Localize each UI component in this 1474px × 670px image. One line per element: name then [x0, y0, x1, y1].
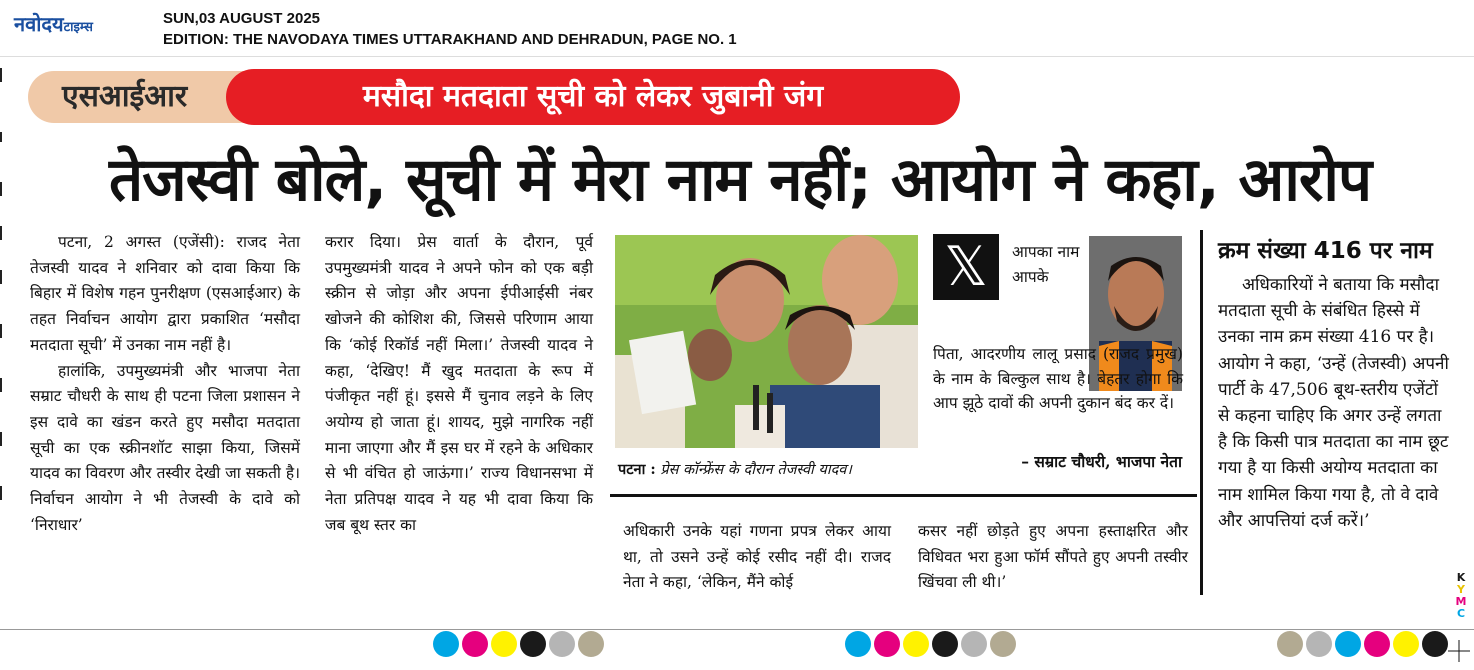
cyan-swatch: [845, 631, 871, 657]
caption-text: प्रेस कॉन्फ्रेंस के दौरान तेजस्वी यादव।: [660, 462, 852, 478]
photo-caption: [618, 459, 918, 479]
grey-swatch: [961, 631, 987, 657]
logo-main: नवोदय: [14, 12, 64, 36]
cmyk-k: K: [1456, 571, 1466, 584]
magenta-swatch: [1364, 631, 1390, 657]
sidebar-title: क्रम संख्या 416 पर नाम: [1218, 238, 1433, 264]
grey-swatch: [1306, 631, 1332, 657]
quote-attribution: – सम्राट चौधरी, भाजपा नेता: [1021, 452, 1182, 471]
quote-lead: आपका नाम आपके: [1012, 243, 1080, 286]
tan-swatch: [578, 631, 604, 657]
logo-sub: टाइम्स: [63, 20, 93, 35]
quote-body: पिता, आदरणीय लालू प्रसाद (राजद प्रमुख) के नाम के बिल्कुल साथ है। बेहतर होगा कि आप झूठे दावों की अपनी दुकान बंद कर दें।: [933, 345, 1183, 412]
edition-header: [0, 0, 1474, 57]
press-conference-photo: [615, 235, 918, 448]
black-swatch: [520, 631, 546, 657]
article-paragraph: हालांकि, उपमुख्यमंत्री और भाजपा नेता सम्राट चौधरी के साथ ही पटना जिला प्रशासन ने इस दावे का खंडन करते हुए मसौदा मतदाता सूची का एक स्क्रीनशॉट साझा किया, जिसमें यादव का विवरण और तस्वीर देखी जा सकती है। निर्वाचन आयोग ने भी तेजस्वी के दावे को ‘निराधार’: [30, 361, 300, 534]
edition-line: EDITION: THE NAVODAYA TIMES UTTARAKHAND AND DEHRADUN, PAGE NO. 1: [163, 31, 737, 48]
yellow-swatch: [1393, 631, 1419, 657]
cmyk-m: M: [1455, 595, 1467, 608]
article-column-4: [918, 519, 1188, 596]
article-paragraph: अधिकारी उनके यहां गणना प्रपत्र लेकर आया था, तो उसने उन्हें कोई रसीद नहीं दी। राजद नेता ने कहा, ‘लेकिन, मैंने कोई: [623, 522, 891, 592]
article-column-1: [30, 230, 300, 538]
cmyk-label: [1452, 572, 1470, 620]
sidebar-divider: [1200, 230, 1203, 595]
article-paragraph: करार दिया। प्रेस वार्ता के दौरान, पूर्व उपमुख्यमंत्री यादव ने अपने फोन को एक बड़ी स्क्रीन से जोड़ा और अपना ईपीआईसी नंबर खोजने की कोशिश की, जिससे परिणाम आया कि ‘कोई रिकॉर्ड नहीं मिला।’ तेजस्वी यादव ने कहा, ‘देखिए! मैं खुद मतदाता के रूप में पंजीकृत नहीं हूं। इससे मैं चुनाव लड़ने के लिए अयोग्य हो जाता हूं। शायद, मुझे नागरिक नहीं माना जाएगा और मैं इस घर में रहने के अधिकार से भी वंचित हो जाऊंगा।’ राज्य विधानसभा में नेता प्रतिपक्ष यादव ने यह भी दावा किया कि जब बूथ स्तर का: [325, 233, 593, 534]
cmyk-y: Y: [1457, 583, 1465, 596]
kicker-strap: मसौदा मतदाता सूची को लेकर जुबानी जंग: [226, 69, 960, 125]
magenta-swatch: [462, 631, 488, 657]
registration-crosshair-icon: [1448, 640, 1470, 662]
kicker-banner: [28, 69, 960, 125]
date-line: SUN,03 AUGUST 2025: [163, 10, 321, 27]
cmyk-c: C: [1456, 607, 1466, 620]
black-swatch: [1422, 631, 1448, 657]
masthead-logo: [14, 10, 93, 37]
sidebar-box: [1218, 230, 1450, 534]
grey-swatch: [549, 631, 575, 657]
caption-place: पटना :: [618, 461, 656, 478]
tan-swatch: [990, 631, 1016, 657]
trim-line: [0, 629, 1474, 630]
cyan-swatch: [1335, 631, 1361, 657]
adjacent-column-edge: [0, 60, 8, 500]
yellow-swatch: [903, 631, 929, 657]
magenta-swatch: [874, 631, 900, 657]
article-column-2: [325, 230, 593, 538]
color-registration-group-1: [433, 631, 607, 657]
x-logo-icon: 𝕏: [933, 234, 999, 300]
sidebar-body: अधिकारियों ने बताया कि मसौदा मतदाता सूची के संबंधित हिस्से में उनका नाम क्रम संख्या 416 पर है। आयोग ने कहा, ‘उन्हें (तेजस्वी) अपनी पार्टी के 47,506 बूथ-स्तरीय एजेंटों से कहना चाहिए कि अगर उन्हें लगता है कि किसी पात्र मतदाता का नाम छूट गया है या किसी अयोग्य मतदाता का नाम शामिल किया गया है, तो वे दावे और आपत्तियां दर्ज करें।’: [1218, 275, 1449, 531]
article-paragraph: कसर नहीं छोड़ते हुए अपना हस्ताक्षरित और विधिवत भरा हुआ फॉर्म सौंपते हुए अपनी तस्वीर खिंचवा ली थी।’: [918, 522, 1188, 592]
article-paragraph: पटना, 2 अगस्त (एजेंसी): राजद नेता तेजस्वी यादव ने शनिवार को दावा किया कि बिहार में विशेष गहन पुनरीक्षण (एसआईआर) के तहत निर्वाचन आयोग द्वारा प्रकाशित ‘मसौदा मतदाता सूची’ में उनका नाम नहीं है।: [30, 233, 300, 354]
kicker-tag: एसआईआर: [28, 71, 268, 123]
main-headline: तेजस्वी बोले, सूची में मेरा नाम नहीं; आयोग ने कहा, आरोप: [108, 145, 1372, 215]
color-registration-group-3: [1277, 631, 1451, 657]
tan-swatch: [1277, 631, 1303, 657]
article-column-3: [623, 519, 891, 596]
edition-meta: [163, 8, 737, 50]
photo-illustration: [615, 235, 918, 448]
color-registration-group-2: [845, 631, 1019, 657]
section-divider: [610, 494, 1197, 497]
cyan-swatch: [433, 631, 459, 657]
black-swatch: [932, 631, 958, 657]
yellow-swatch: [491, 631, 517, 657]
